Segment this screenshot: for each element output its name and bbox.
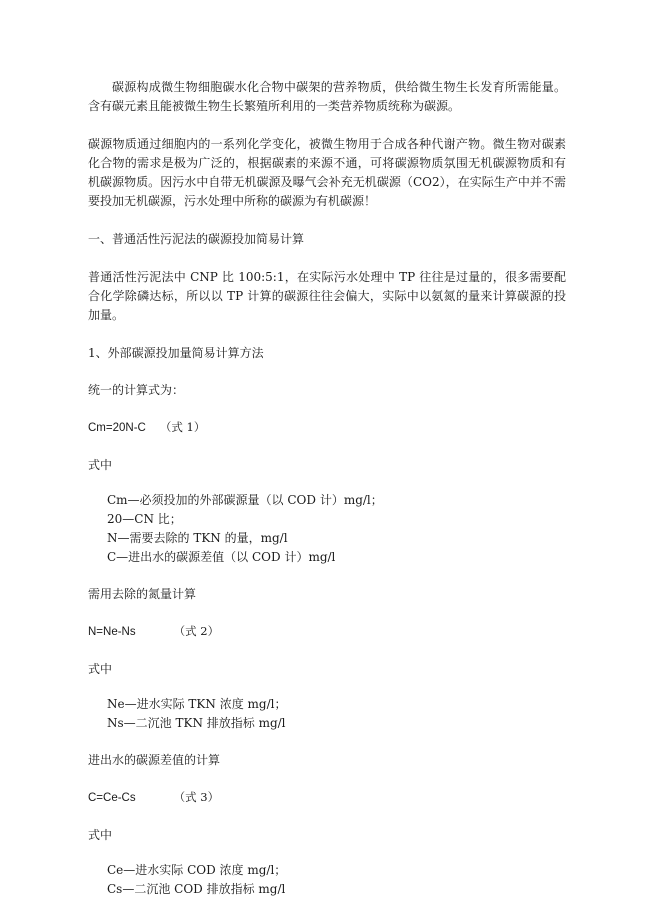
formula-3-expression: C=Ce-Cs xyxy=(88,792,136,804)
unified-formula-label: 统一的计算式为： xyxy=(88,383,185,397)
definitions-formula-1 xyxy=(88,491,566,567)
formula-2-expression: N=Ne-Ns xyxy=(88,626,136,638)
definition-c: C—进出水的碳源差值（以 COD 计）mg/l xyxy=(107,550,336,564)
definition-ce: Ce—进水实际 COD 浓度 mg/l； xyxy=(107,863,287,877)
definition-cm: Cm—必须投加的外部碳源量（以 COD 计）mg/l； xyxy=(107,493,383,507)
section-heading: 一、普通活性污泥法的碳源投加简易计算 xyxy=(88,232,305,246)
section-body: 普通活性污泥法中 CNP 比 100:5:1，在实际污水处理中 TP 往往是过量的，很多需要配合化学除磷达标，所以以 TP 计算的碳源往往会偏大，实际中以氨氮的量来计算碳源的投加量。 xyxy=(88,270,566,322)
carbon-source-paragraph: 碳源物质通过细胞内的一系列化学变化，被微生物用于合成各种代谢产物。微生物对碳素化合物的需求是极为广泛的，根据碳素的来源不通，可将碳源物质氛围无机碳源物质和有机碳源物质。因污水中自带无机碳源及曝气会补充无机碳源（CO2），在实际生产中并不需要投加无机碳源，污水处理中所称的碳源为有机碳源！ xyxy=(88,137,566,208)
definition-cs: Cs—二沉池 COD 排放指标 mg/l xyxy=(107,882,286,896)
intro-paragraph: 碳源构成微生物细胞碳水化合物中碳架的营养物质，供给微生物生长发育所需能量。含有碳元素且能被微生物生长繁殖所利用的一类营养物质统称为碳源。 xyxy=(88,80,566,113)
where-label-1: 式中 xyxy=(88,458,113,472)
definition-ne: Ne—进水实际 TKN 浓度 mg/l； xyxy=(107,697,287,711)
formula-1-expression: Cm=20N-C xyxy=(88,422,146,434)
formula-2 xyxy=(88,622,566,642)
definition-20: 20—CN 比； xyxy=(107,512,182,526)
nitrogen-calc-label: 需用去除的氮量计算 xyxy=(88,587,197,601)
formula-1-tag: （式 1） xyxy=(159,420,206,434)
where-label-3: 式中 xyxy=(88,828,113,842)
document-page xyxy=(88,78,566,899)
formula-2-tag: （式 2） xyxy=(173,624,220,638)
formula-3-tag: （式 3） xyxy=(173,790,220,804)
definitions-formula-3 xyxy=(88,861,566,899)
definition-n: N—需要去除的 TKN 的量，mg/l xyxy=(107,531,288,545)
where-label-2: 式中 xyxy=(88,662,113,676)
subsection-heading: 1、外部碳源投加量简易计算方法 xyxy=(88,346,264,360)
definitions-formula-2 xyxy=(88,695,566,733)
carbon-diff-label: 进出水的碳源差值的计算 xyxy=(88,753,221,767)
definition-ns: Ns—二沉池 TKN 排放指标 mg/l xyxy=(107,716,286,730)
formula-1 xyxy=(88,418,566,438)
formula-3 xyxy=(88,788,566,808)
